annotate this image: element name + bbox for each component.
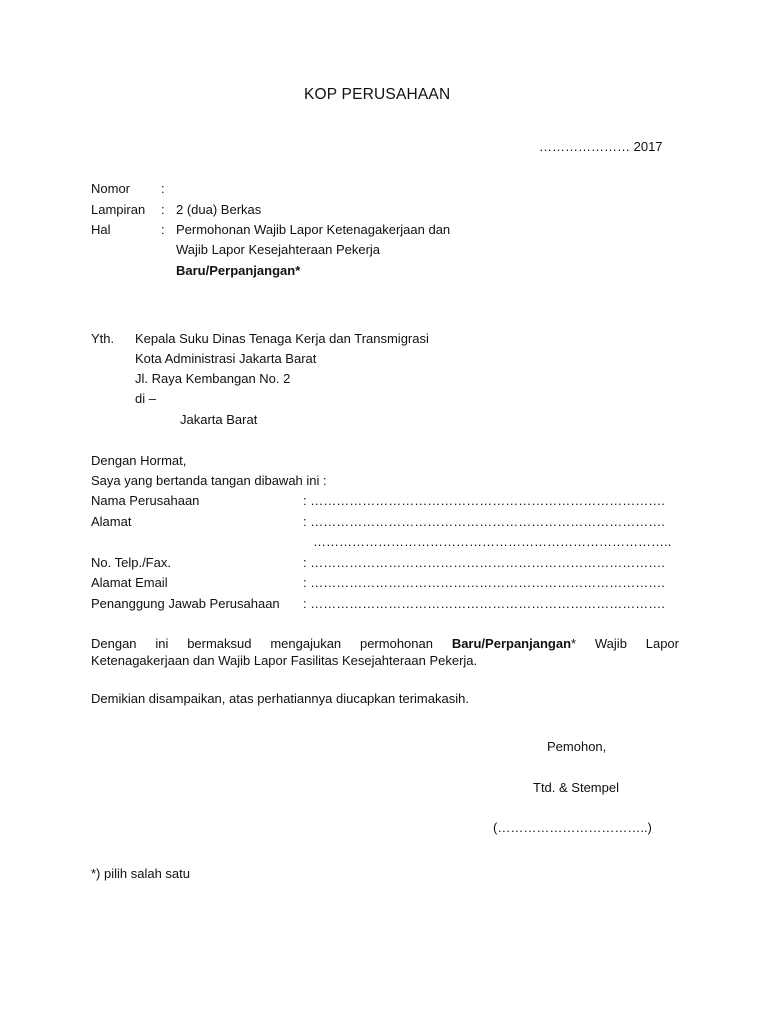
- recipient-line-4: di –: [135, 391, 156, 406]
- field-value: : ……………………………………………………………………….: [303, 555, 665, 570]
- letter-date: ………………… 2017: [539, 139, 663, 154]
- hal-colon: :: [161, 222, 165, 237]
- lampiran-colon: :: [161, 202, 165, 217]
- intro-text: Saya yang bertanda tangan dibawah ini :: [91, 473, 327, 488]
- field-label: Alamat Email: [91, 575, 168, 590]
- request-paragraph-line-1: Dengan ini bermaksud mengajukan permohonan Baru/Perpanjangan* Wajib Lapor: [91, 636, 679, 651]
- request-paragraph-line-2: Ketenagakerjaan dan Wajib Lapor Fasilitas Kesejahteraan Pekerja.: [91, 653, 478, 668]
- lampiran-label: Lampiran: [91, 202, 146, 217]
- signature-stamp-label: Ttd. & Stempel: [533, 780, 619, 795]
- lampiran-value: 2 (dua) Berkas: [176, 202, 262, 217]
- field-value: : ……………………………………………………………………….: [303, 575, 665, 590]
- field-value: : ……………………………………………………………………….: [303, 514, 665, 529]
- closing-text: Demikian disampaikan, atas perhatiannya diucapkan terimakasih.: [91, 691, 469, 706]
- request-paragraph: [91, 635, 679, 669]
- recipient-line-3: Jl. Raya Kembangan No. 2: [135, 371, 291, 386]
- yth-label: Yth.: [91, 331, 115, 346]
- signature-name-blank: (……………………………..): [493, 820, 652, 835]
- recipient-line-1: Kepala Suku Dinas Tenaga Kerja dan Transmigrasi: [135, 331, 429, 346]
- field-value: : ……………………………………………………………………….: [303, 493, 665, 508]
- field-label: No. Telp./Fax.: [91, 555, 171, 570]
- hal-line-3: Baru/Perpanjangan*: [176, 263, 301, 278]
- hal-line-1: Permohonan Wajib Lapor Ketenagakerjaan dan: [176, 222, 451, 237]
- salutation: Dengan Hormat,: [91, 453, 187, 468]
- footnote: *) pilih salah satu: [91, 866, 190, 881]
- letterhead-title: KOP PERUSAHAAN: [304, 86, 451, 103]
- recipient-line-2: Kota Administrasi Jakarta Barat: [135, 351, 317, 366]
- field-label: Penanggung Jawab Perusahaan: [91, 596, 280, 611]
- hal-line-2: Wajib Lapor Kesejahteraan Pekerja: [176, 242, 381, 257]
- field-value: : ……………………………………………………………………….: [303, 596, 665, 611]
- field-label: Alamat: [91, 514, 132, 529]
- hal-label: Hal: [91, 222, 111, 237]
- field-label: Nama Perusahaan: [91, 493, 200, 508]
- recipient-line-5: Jakarta Barat: [180, 412, 258, 427]
- nomor-colon: :: [161, 181, 165, 196]
- nomor-label: Nomor: [91, 181, 131, 196]
- field-value-continuation: ………………………………………………………………………..: [313, 534, 672, 549]
- pemohon-label: Pemohon,: [547, 739, 607, 754]
